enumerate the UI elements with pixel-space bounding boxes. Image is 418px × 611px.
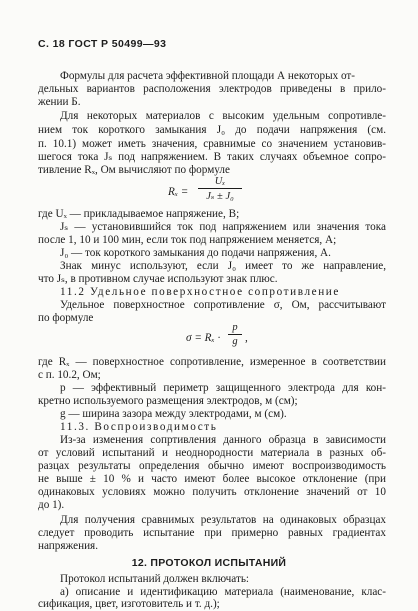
text-line: дельных вариантов расположения электродов приведены в прило- <box>38 83 386 95</box>
formula-surface-resistivity-lhs: σ = Rₓ · <box>186 332 221 344</box>
text-line: от условий испытаний и неоднородности материала в разных об- <box>38 447 386 459</box>
text-line: Для получения сравнимых результатов на одинаковых образцах <box>60 514 386 526</box>
formula-surface-resistivity-fraction <box>228 322 242 347</box>
formula-denominator: Jₛ ± J₀ <box>206 191 234 202</box>
text-line: сификация, цвет, изготовитель и т. д.); <box>38 598 220 610</box>
text-line: шегося тока Jₛ под напряжением. В таких случаях объемное сопро- <box>38 151 386 163</box>
formula-numerator: p <box>228 322 242 335</box>
text-line: после 1, 10 и 100 мин, если ток под напряжением меняется, А; <box>38 234 337 246</box>
text-line: кретно используемого размещения электродов, м (см); <box>38 395 298 407</box>
text-line: п. 10.1) может иметь значения, сравнимые со значением установив- <box>38 138 386 150</box>
text-line: по формуле <box>38 312 94 324</box>
text-line: Формулы для расчета эффективной площади А некоторых от- <box>60 70 356 82</box>
text-line: до 1). <box>38 499 65 511</box>
page-header: С. 18 ГОСТ Р 50499—93 <box>38 38 167 50</box>
text-line: нием ток короткого замыкания J₀ до подачи напряжения (см. <box>38 124 386 136</box>
formula-volume-resistance-lhs: Rₓ = <box>168 186 189 198</box>
formula-comma: , <box>245 332 248 344</box>
formula-volume-resistance-fraction <box>198 176 242 202</box>
text-line: J₀ — ток короткого замыкания до подачи напряжения, А. <box>60 247 331 259</box>
text-line: Удельное поверхностное сопротивление σ, Ом, рассчитывают <box>60 299 386 311</box>
text-line: не выше ± 10 % и часто имеют более высокое отклонение (при <box>38 473 386 485</box>
text-line: Из-за изменения сопртивления данного образца в зависимости <box>60 434 386 446</box>
text-line: тивление Rₓ, Ом вычисляют по формуле <box>38 164 230 176</box>
text-line: где Uₓ — прикладываемое напряжение, В; <box>38 208 240 220</box>
formula-numerator: Uₓ <box>198 176 242 189</box>
text-line: Протокол испытаний должен включать: <box>60 573 250 585</box>
text-line: где Rₓ — поверхностное сопротивление, измеренное в соответствии <box>38 356 386 368</box>
subsection-title: 11.3. Воспроизводимость <box>60 421 218 433</box>
text-line: Знак минус используют, если J₀ имеет то же направление, <box>60 260 386 272</box>
text-line: g — ширина зазора между электродами, м (см). <box>60 408 287 420</box>
text-line: Jₛ — установившийся ток под напряжением или значения тока <box>60 221 386 233</box>
text-line: напряжения. <box>38 540 98 552</box>
text-line: что Jₛ, в противном случае используют знак плюс. <box>38 273 278 285</box>
formula-denominator: g <box>232 336 238 347</box>
section-heading: 12. ПРОТОКОЛ ИСПЫТАНИЙ <box>131 557 287 569</box>
subsection-title: 11.2 Удельное поверхностное сопротивление <box>60 286 340 298</box>
text-line: следует проводить испытание при примерно равных градиентах <box>38 527 386 539</box>
text-line: разцах результаты определения обычно имеют воспроизводимость <box>38 460 386 472</box>
text-line: одинаковых условиях можно получить отклонение значений от 10 <box>38 486 386 498</box>
text-line: с п. 10.2, Ом; <box>38 369 101 381</box>
text-line: жении Б. <box>38 96 81 108</box>
text-line: а) описание и идентификацию материала (наименование, клас- <box>60 586 386 598</box>
text-line: Для некоторых материалов с высоким удельным сопротивле- <box>60 110 386 122</box>
text-line: p — эффективный периметр защищенного электрода для кон- <box>60 382 386 394</box>
